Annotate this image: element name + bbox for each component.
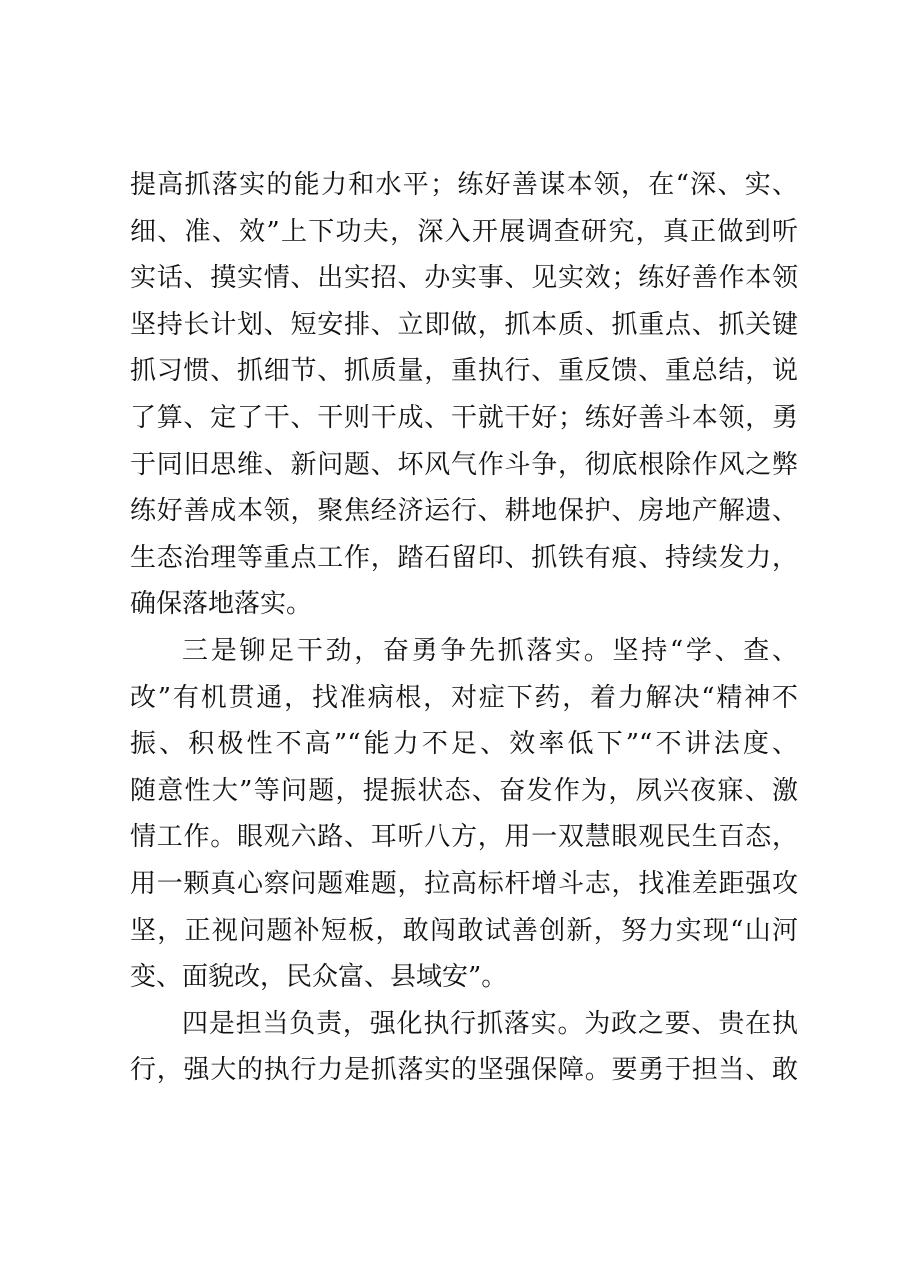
paragraph-start-line: 四是担当负责，强化执行抓落实。为政之要、贵在执 xyxy=(182,1008,798,1039)
text-line: 于同旧思维、新问题、坏风气作斗争，彻底根除作风之弊 xyxy=(130,449,798,480)
text-line: 细、准、效”上下功夫，深入开展调查研究，真正做到听 xyxy=(130,216,798,247)
text-line: 改”有机贯通，找准病根，对症下药，着力解决“精神不 xyxy=(130,682,798,713)
text-line: 实话、摸实情、出实招、办实事、见实效；练好善作本领 xyxy=(130,263,798,294)
text-line: 提高抓落实的能力和水平；练好善谋本领，在“深、实、 xyxy=(130,170,798,200)
text-line: 确保落地落实。 xyxy=(130,589,313,620)
text-line: 练好善成本领，聚焦经济运行、耕地保护、房地产解遗、 xyxy=(130,496,798,527)
text-line: 了算、定了干、干则干成、干就干好；练好善斗本领，勇 xyxy=(130,402,798,433)
text-line: 行，强大的执行力是抓落实的坚强保障。要勇于担当、敢 xyxy=(130,1055,798,1086)
text-line: 抓习惯、抓细节、抓质量，重执行、重反馈、重总结，说 xyxy=(130,356,798,387)
text-line: 坚，正视问题补短板，敢闯敢试善创新，努力实现“山河 xyxy=(130,915,798,946)
text-line: 坚持长计划、短安排、立即做，抓本质、抓重点、抓关键 xyxy=(130,309,798,340)
paragraph-start-line: 三是铆足干劲，奋勇争先抓落实。坚持“学、查、 xyxy=(182,635,798,666)
text-line: 振、积极性不高”“能力不足、效率低下”“不讲法度、 xyxy=(130,729,798,760)
text-line: 随意性大”等问题，提振状态、奋发作为，夙兴夜寐、激 xyxy=(130,775,798,806)
text-line: 情工作。眼观六路、耳听八方，用一双慧眼观民生百态， xyxy=(130,822,798,853)
text-line: 变、面貌改，民众富、县域安”。 xyxy=(130,962,508,993)
document-body xyxy=(130,162,798,1094)
text-line: 生态治理等重点工作，踏石留印、抓铁有痕、持续发力， xyxy=(130,542,798,573)
text-line: 用一颗真心察问题难题，拉高标杆增斗志，找准差距强攻 xyxy=(130,868,798,899)
